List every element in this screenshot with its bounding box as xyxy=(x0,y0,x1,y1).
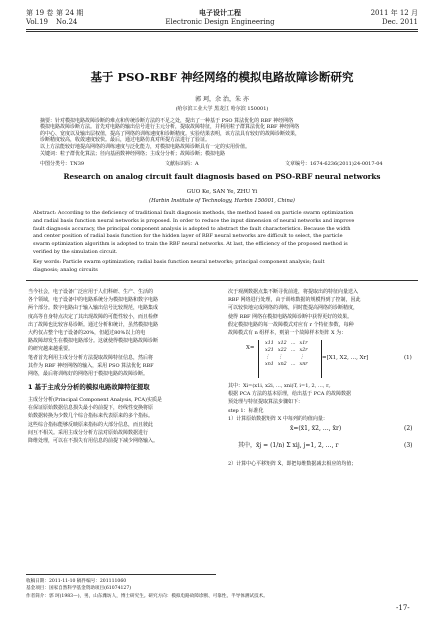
matrix-brackets xyxy=(258,340,322,378)
header-journal-cn: 电子设计工程 xyxy=(199,8,241,17)
header-issue-en: No.24 xyxy=(56,18,78,26)
header-date-en: Dec. 2011 xyxy=(382,18,418,26)
abstract-en-line: swarm optimization algorithm is adopted to train the RBF neural networks. At last, the efficiency of the proposed method is xyxy=(33,241,348,248)
matrix-cell: x1r xyxy=(299,341,308,346)
intro-line: 度高等自身特点决定了其出现故障的可能性较小，而且检修 xyxy=(28,313,159,320)
header-date-cn: 2011 年 12 月 xyxy=(370,9,418,17)
matrix-table xyxy=(263,340,310,368)
right-col-steps xyxy=(228,382,418,423)
step-2-line: 2）计算中心平移矩阵 X̃，即把每维数据减去相应的均值； xyxy=(228,461,357,467)
step-line: 预处理与特征提取算法步骤如下： xyxy=(228,399,304,406)
header-vol-en: Vol.19 xyxy=(26,18,48,26)
step-line: step 1：标准化 xyxy=(228,407,264,414)
matrix-cell: xn2 xyxy=(277,362,287,367)
intro-line: 大约仅占整个电子设备的20%，但超过80%以上的电 xyxy=(28,330,146,337)
footnote xyxy=(26,578,418,600)
section-1-line: 降维处理，可以在不损失有用信息的前提下减少网络输入。 xyxy=(28,438,159,445)
header-rule xyxy=(26,29,418,30)
abstract-divider xyxy=(26,280,418,281)
title-en: Research on analog circuit fault diagnosis based on PSO-RBF neural networks xyxy=(63,172,381,181)
right-col-step2 xyxy=(228,460,418,468)
step-line: 其中：Xi=(x1i, x2i, …, xni)T, i=1, 2, …, r。 xyxy=(228,383,334,389)
affiliation-en: (Harbin Institute of Technology, Harbin 150001, China) xyxy=(149,198,295,204)
equation-2-number: (2) xyxy=(404,425,413,432)
footnote-line: 收稿日期：2011-11-10 稿件编号：201111060 xyxy=(26,579,127,584)
document-code: 文献标识码：A xyxy=(165,161,199,167)
intro-line: 两个部分。数字电路由于输入输出信号比较规范，电路集成 xyxy=(28,305,159,312)
clc-number: 中图分类号：TN39 xyxy=(40,161,85,167)
title-cn: 基于 PSO-RBF 神经网络的模拟电路故障诊断研究 xyxy=(90,70,354,84)
step-line: 根据 PCA 方法的基本原理，给出基于 PCA 的故障数据 xyxy=(228,391,351,398)
section-1-line: 主成分分析(Principal Component Analysis, PCA)实质是 xyxy=(28,397,162,403)
right-col-line: 次于观测数据点集不断寻优前进，将提取出的特征向量送入 xyxy=(228,289,359,295)
intro-line: 其作为 RBF 神经网络的输入，采用 PSO 算法优化 RBF xyxy=(28,362,154,369)
intro-line: 各个领域，电子设备中的电路系统分为模拟电路和数字电路 xyxy=(28,297,159,304)
equation-3: 其中，x̄j = (1/n) Σ xij, j=1, 2, …, r xyxy=(238,442,339,449)
abstract-en-line: and radial basis function neural networks is proposed. In order to reduce the input dimension of neural networks and improve xyxy=(33,217,355,224)
section-1-body xyxy=(28,396,218,445)
right-col-line: 故障模式有 n 组样本，则第一个故障样本矩阵 X 为： xyxy=(228,330,347,337)
matrix-cell: … xyxy=(290,348,296,353)
abstract-cn-line: 以上方法能较好地提高网络的训练速度与泛化能力，对模拟电路故障诊断具有一定的实用价值。 xyxy=(40,143,251,150)
header-vol-cn: 第 19 卷 xyxy=(26,9,54,17)
authors-cn: 郭 珂，余 治，朱 亦 xyxy=(195,96,249,103)
intro-line: 的研究越来越重要。 xyxy=(28,346,74,353)
matrix-row xyxy=(263,354,310,361)
matrix-cell: xnr xyxy=(299,362,308,367)
keywords-cn: 关键词：粒子群优化算法；径向基函数神经网络；主成分分析；故障诊断；模拟电路 xyxy=(40,151,226,157)
abstract-en-line: verified by the simulation circuit. xyxy=(33,248,118,255)
intro-line: 出了故障也比较容易诊断。通过分析和统计，虽然模拟电路 xyxy=(28,321,159,328)
page-number: -17- xyxy=(396,604,410,612)
section-1-line: 间互不相关。采用主成分分析方法对原始故障数据进行 xyxy=(28,429,149,436)
matrix-cell: x21 xyxy=(265,348,274,353)
matrix-cell: … xyxy=(290,362,296,367)
matrix-cell: ⋮ xyxy=(299,355,305,360)
abstract-cn-line: 诊断精度较高，收敛速度较快。最后，通过电路仿真对所提方法进行了验证。 xyxy=(40,137,211,144)
matrix-cell: xn1 xyxy=(265,362,274,367)
matrix-row xyxy=(263,347,310,354)
affiliation-cn: (哈尔滨工业大学 黑龙江 哈尔滨 150001) xyxy=(175,106,269,112)
abstract-en-line: Abstract: According to the deficiency of traditional fault diagnosis methods, the method based on particle swarm optimization xyxy=(33,210,354,216)
matrix-cell: … xyxy=(290,341,296,346)
header-journal-en: Electronic Design Engineering xyxy=(165,18,275,26)
authors-en: GUO Ke, SAN Ye, ZHU Yi xyxy=(186,189,258,195)
intro-line: 笔者首先利用主成分分析方法提取故障特征信息，然后将 xyxy=(28,354,154,361)
right-col-line: 使得 RBF 网络在模拟电路故障诊断中获得更好的效果。 xyxy=(228,313,353,320)
section-1-line: 在保证原始数据信息损失最小的前提下，经线性变换将原 xyxy=(28,405,154,412)
header-rule-thin xyxy=(26,31,418,32)
abstract-en-line: and center position of radial basis function for the hidden layer of RBF neural networks are difficult to select, the particle xyxy=(33,233,343,240)
footnote-rule xyxy=(26,574,216,575)
abstract-en-line: fault diagnosis accuracy, the principal component analysis is adopted to abstract the fault characteristics. Because the width xyxy=(33,225,351,232)
intro-line: 路故障却发生在模拟电路部分。这就使得模拟电路故障诊断 xyxy=(28,338,159,345)
abstract-cn-line: 的中心、宽度以及输出层权值，提高了网络的训练速度和诊断精度。实验结果表明，该方法具有较好的故障诊断效果， xyxy=(40,130,301,137)
footnote-line: 基金项目：国家自然科学基金资助项目(61074127) xyxy=(26,586,132,592)
right-col-line: 可以较快地完成网络的训练，同时能提高网络的诊断精度， xyxy=(228,305,359,312)
matrix-cell: x12 xyxy=(277,341,287,346)
step-line: 1）计算原始数据矩阵 X 中每列的均值向量： xyxy=(228,415,328,422)
abstract-cn-line: 摘要：针对模拟电路故障诊断的难点和传统诊断方法的不足之处，提出了一种基于 PSO 算法优化的 RBF 神经网络 xyxy=(40,118,294,124)
right-col-paragraph xyxy=(228,288,418,337)
section-1-line: 这些综合指标能够反映原来指标的大部分信息，而且彼此 xyxy=(28,421,154,428)
matrix-cell: ⋮ xyxy=(277,355,283,360)
equation-3-number: (3) xyxy=(404,442,413,449)
right-col-line: 假定模拟电路的每一故障模式对应有 r 个特征参数，每种 xyxy=(228,321,354,328)
keywords-en-line: diagnosis; analog circuits xyxy=(33,266,98,273)
intro-line: 网络，最后将训练好的网络用于模拟电路的故障诊断。 xyxy=(28,371,149,378)
article-number: 文章编号：1674-6236(2011)24-0017-04 xyxy=(285,161,383,167)
matrix-label: X= xyxy=(246,345,255,351)
equation-2: x̄=(x̄1, x̄2, …, x̄r) xyxy=(290,425,342,432)
keywords-en-line: Key words: Particle swarm optimization; radial basis function neural networks; principal component analysis; fault xyxy=(33,259,325,265)
matrix-row xyxy=(263,361,310,368)
abstract-cn-line: 模拟电路故障诊断方法。首先对电路的输出信号进行主元分析，提取故障特征，并利用粒子群算法优化 RBF 神经网络 xyxy=(40,124,300,131)
intro-paragraph xyxy=(28,288,218,378)
intro-line: 当今社会，电子设备广泛应用于人们科研、生产、生活的 xyxy=(28,289,154,295)
section-1-line: 始数据转换为少数几个综合指标来代表原来的多个指标。 xyxy=(28,413,154,420)
matrix-cell: x22 xyxy=(277,348,287,353)
header-issue-cn: 第 24 期 xyxy=(56,9,84,17)
abstract-en xyxy=(33,210,413,257)
matrix-row xyxy=(263,340,310,347)
matrix-rhs: =[X1, X2, …, Xr] xyxy=(322,355,369,361)
matrix-cell: x11 xyxy=(265,341,274,346)
abstract-cn xyxy=(40,118,405,150)
section-1-heading: 1 基于主成分分析的模拟电路故障特征提取 xyxy=(28,383,150,391)
matrix-cell xyxy=(289,354,298,361)
matrix-cell: ⋮ xyxy=(265,355,270,360)
equation-1-number: (1) xyxy=(404,355,412,361)
footnote-line: 作者简介：郭 珂(1983—)，男，山东潍坊人，博士研究生。研究方向：模拟电路故障诊断、可靠性、半导体测试技术。 xyxy=(26,593,268,599)
matrix-cell: x2r xyxy=(299,348,308,353)
keywords-en xyxy=(33,259,413,275)
right-col-line: RBF 网络进行处理，由于训练数据的规模得到了控制，因此 xyxy=(228,297,361,304)
